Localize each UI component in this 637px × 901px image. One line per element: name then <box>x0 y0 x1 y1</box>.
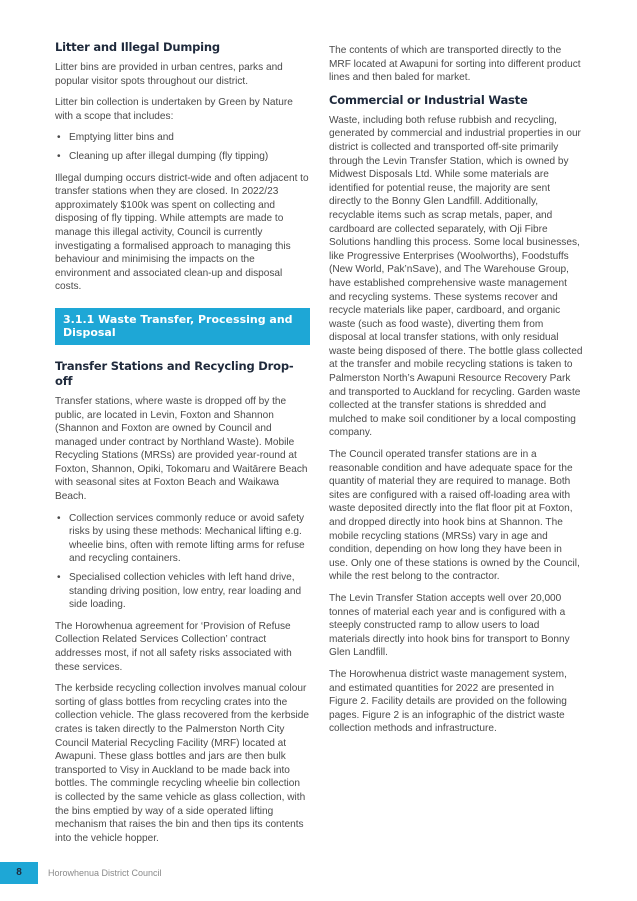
litter-paragraph-2: Litter bin collection is undertaken by Green by Nature with a scope that includes: <box>55 97 293 122</box>
litter-paragraph-1: Litter bins are provided in urban centres, parks and popular visitor spots throughout our district. <box>55 62 283 87</box>
list-item: • Collection services commonly reduce or avoid safety risks by using these methods: Mechanical lifting e.g. wheelie bins, often with remote lifting arms for refuse and recycling containers. <box>57 512 305 565</box>
litter-heading: Litter and Illegal Dumping <box>55 40 220 54</box>
section-banner: 3.1.1 Waste Transfer, Processing and Disposal <box>55 308 310 345</box>
transfer-bullet-list <box>55 512 310 612</box>
page-number: 8 <box>0 862 38 884</box>
litter-paragraph-3: Illegal dumping occurs district-wide and often adjacent to transfer stations when they are closed. In 2022/23 approximately $100k was spent on collecting and disposing of fly tipping. While attempts are made to manage this illegal activity, Council is currently investigating a formalised approach to managing this behaviour and minimising the impacts on the environment and associated clean-up and disposal costs. <box>55 172 309 293</box>
transfer-heading: Transfer Stations and Recycling Drop-off <box>55 358 294 388</box>
levin-paragraph: The Levin Transfer Station accepts well over 20,000 tonnes of material each year and is configured with a steeply constructed ramp to allow users to load materials directly into hook bins for transport to Bonny Glen Landfill. <box>329 592 570 659</box>
bullet-icon: • <box>57 132 61 144</box>
horowhenua-paragraph: The Horowhenua district waste management system, and estimated quantities for 2022 are presented in Figure 2. Facility details are provided on the following pages. Figure 2 is an infographic of the district waste collection methods and infrastructure. <box>329 668 567 735</box>
bullet-icon: • <box>57 572 61 584</box>
right-column <box>329 44 583 744</box>
list-item: • Emptying litter bins and <box>57 132 174 144</box>
contents-paragraph: The contents of which are transported directly to the MRF located at Awapuni for sorting into different product lines and then baled for market. <box>329 45 581 84</box>
bullet-icon: • <box>57 512 61 524</box>
transfer-paragraph-2: The Horowhenua agreement for ‘Provision of Refuse Collection Related Services Collection’ contract addresses most, if not all safety risks associated with these services. <box>55 620 292 673</box>
commercial-paragraph: Waste, including both refuse rubbish and recycling, generated by commercial and industrial properties in our district is collected and transported off-site primarily through the Levin Transfer Station, which is owned by Midwest Disposals Ltd. While some materials are identified for potential reuse, the majority are sent directly to the Bonny Glen Landfill. Additionally, recyclable items such as scrap metals, paper, and cardboard are collected separately, with Oji Fibre Solutions handling this process. Some local businesses, like Progressive Enterprises (Woolworths), Foodstuffs (New World, Pak’nSave), and The Warehouse Group, have established comprehensive waste management and recycling systems. These systems recover and recycle materials like paper, cardboard, and organic waste (such as food waste), diverting them from disposal at local transfer stations, with only residual waste being disposed of there. The bottle glass collected at the transfer and mobile recycling stations is taken to Palmerston North’s Awapuni Resource Recovery Park and transported to Auckland for recycling. Garden waste collected at the transfer stations is shredded and mulched to make soil conditioner by a local composting company. <box>329 114 583 439</box>
left-column <box>55 40 310 853</box>
transfer-paragraph-1: Transfer stations, where waste is dropped off by the public, are located in Levin, Foxton and Shannon (Shannon and Foxton are owned by Council and managed under contract by Northland Waste). Mobile Recycling Stations (MRSs) are provided year-round at Foxton, Shannon, Opiki, Tokomaru and Waitārere Beach with seasonal sites at Foxton Beach and Waikawa Beach. <box>55 395 308 503</box>
footer-organisation: Horowhenua District Council <box>48 868 162 878</box>
bullet-icon: • <box>57 150 61 162</box>
transfer-paragraph-3: The kerbside recycling collection involves manual colour sorting of glass bottles from recycling crates into the collection vehicle. The glass recovered from the kerbside crates is taken directly to the Palmerston North City Council Material Recycling Facility (MRF) located at Awapuni. These glass bottles and jars are then bulk transported to Visy in Auckland to be made back into bottles. The commingle recycling wheelie bin collection is collected by the same vehicle as glass collection, with the bins emptied by way of a side operated lifting mechanism that raises the bin and then tips its contents into the vehicle hopper. <box>55 683 309 844</box>
page-footer <box>0 862 637 884</box>
list-item: • Cleaning up after illegal dumping (fly tipping) <box>57 150 269 162</box>
council-paragraph: The Council operated transfer stations are in a reasonable condition and have adequate space for the quantity of material they are required to manage. Both sites are configured with a raised off-loading area with waste deposited directly into the flat floor pit at Foxton, and dropped directly into hook bins at Shannon. The mobile recycling stations (MRSs) vary in age and condition, depending on how long they have been in use. Only one of these stations is owned by the Council, while the rest belong to the contractor. <box>329 449 580 583</box>
litter-bullet-list <box>55 131 310 163</box>
list-item: • Specialised collection vehicles with left hand drive, standing driving position, low entry, rear loading and side loading. <box>57 572 302 611</box>
commercial-heading: Commercial or Industrial Waste <box>329 92 528 107</box>
